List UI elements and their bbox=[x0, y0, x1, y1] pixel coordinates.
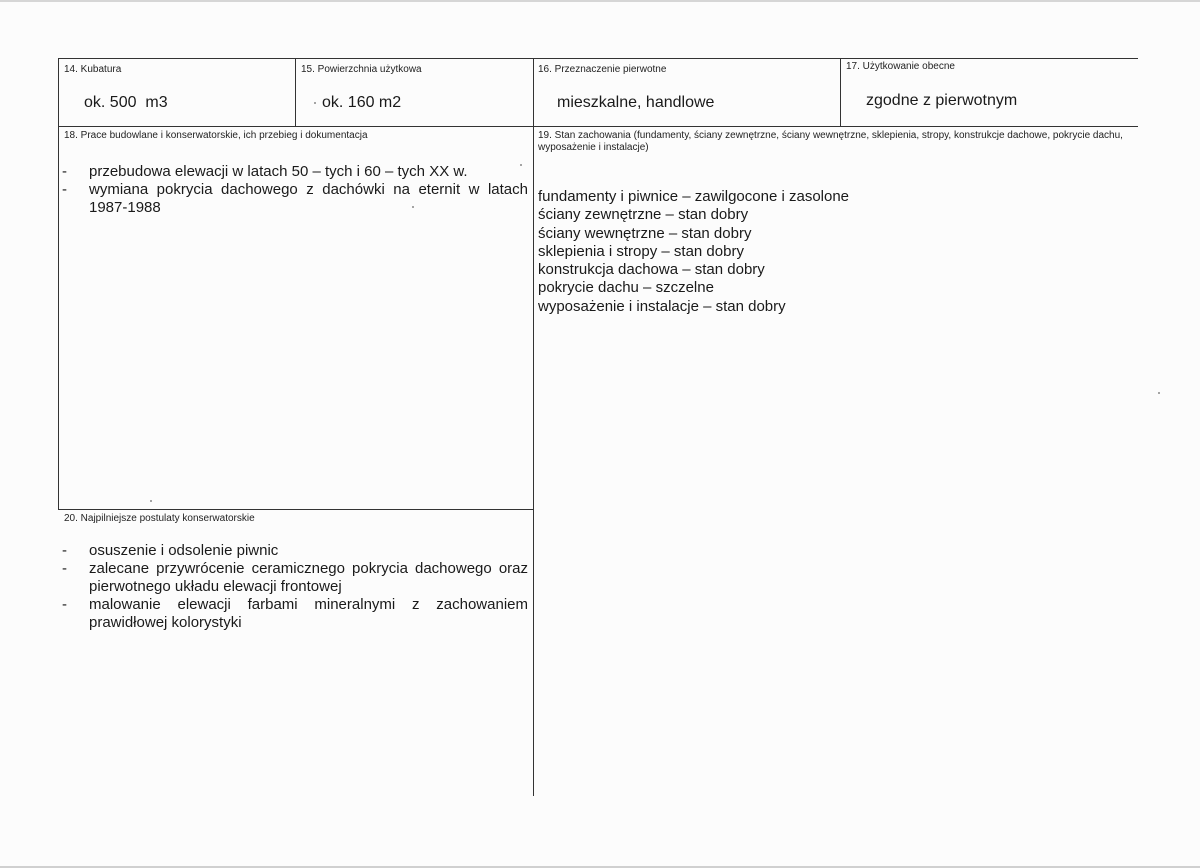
list-item: fundamenty i piwnice – zawilgocone i zasolone bbox=[538, 188, 850, 205]
przeznaczenie-label: 16. Przeznaczenie pierwotne bbox=[538, 64, 667, 75]
list-item: konstrukcja dachowa – stan dobry bbox=[538, 261, 765, 279]
row1-divider-3 bbox=[840, 58, 841, 126]
list-item: sklepienia i stropy – stan dobry bbox=[538, 242, 744, 260]
list-item: wyposażenie i instalacje – stan dobry bbox=[538, 297, 786, 315]
list-item-text: przebudowa elewacji w latach 50 – tych i 60 – tych XX w. bbox=[89, 163, 468, 180]
list-item bbox=[62, 163, 528, 181]
row1-divider-1 bbox=[295, 58, 296, 126]
section18-label: 18. Prace budowlane i konserwatorskie, ich przebieg i dokumentacja bbox=[64, 130, 368, 141]
section20-label: 20. Najpilniejsze postulaty konserwatorskie bbox=[64, 513, 255, 524]
kubatura-label: 14. Kubatura bbox=[64, 64, 122, 75]
bullet-dash: - bbox=[62, 181, 67, 198]
scan-speck bbox=[412, 206, 414, 208]
section19-list bbox=[538, 188, 849, 316]
scan-speck bbox=[150, 500, 152, 502]
row1-bottom-border bbox=[58, 126, 1138, 127]
list-item: ściany wewnętrzne – stan dobry bbox=[538, 224, 752, 242]
scan-speck bbox=[1158, 392, 1160, 394]
list-item bbox=[62, 542, 528, 560]
przeznaczenie-value: mieszkalne, handlowe bbox=[557, 94, 715, 111]
kubatura-value: ok. 500 m3 bbox=[84, 94, 168, 111]
table-left-border bbox=[58, 58, 59, 510]
scan-speck bbox=[520, 164, 522, 166]
bullet-dash: - bbox=[62, 560, 67, 577]
bullet-dash: - bbox=[62, 163, 67, 180]
list-item-text: malowanie elewacji farbami mineralnymi z zachowaniem prawidłowej kolorystyki bbox=[89, 596, 528, 631]
list-item-text: wymiana pokrycia dachowego z dachówki na eternit w latach 1987-1988 bbox=[89, 181, 528, 216]
scan-speck bbox=[314, 102, 316, 104]
bullet-dash: - bbox=[62, 596, 67, 613]
powierzchnia-value: ok. 160 m2 bbox=[322, 94, 402, 111]
column-divider-main bbox=[533, 58, 534, 796]
table-top-border bbox=[58, 58, 1138, 59]
list-item-text: osuszenie i odsolenie piwnic bbox=[89, 542, 279, 559]
list-item bbox=[62, 181, 528, 217]
list-item-text: zalecane przywrócenie ceramicznego pokrycia dachowego oraz pierwotnego układu elewacji frontowej bbox=[89, 560, 528, 595]
uzytkowanie-value: zgodne z pierwotnym bbox=[866, 92, 1018, 109]
list-item: ściany zewnętrzne – stan dobry bbox=[538, 206, 749, 224]
list-item bbox=[62, 596, 528, 632]
uzytkowanie-label: 17. Użytkowanie obecne bbox=[846, 61, 955, 72]
section18-bottom-border bbox=[58, 509, 533, 510]
list-item bbox=[62, 560, 528, 596]
scan-top-edge bbox=[0, 0, 1200, 2]
bullet-dash: - bbox=[62, 542, 67, 559]
powierzchnia-label: 15. Powierzchnia użytkowa bbox=[301, 64, 422, 75]
section18-list bbox=[62, 163, 528, 217]
section20-list bbox=[62, 542, 528, 632]
section19-label: 19. Stan zachowania (fundamenty, ściany zewnętrzne, ściany wewnętrzne, sklepienia, stropy, konstrukcje dachowe, pokrycie dachu, wyposażenie i instalacje) bbox=[538, 130, 1123, 153]
list-item: pokrycie dachu – szczelne bbox=[538, 279, 714, 297]
